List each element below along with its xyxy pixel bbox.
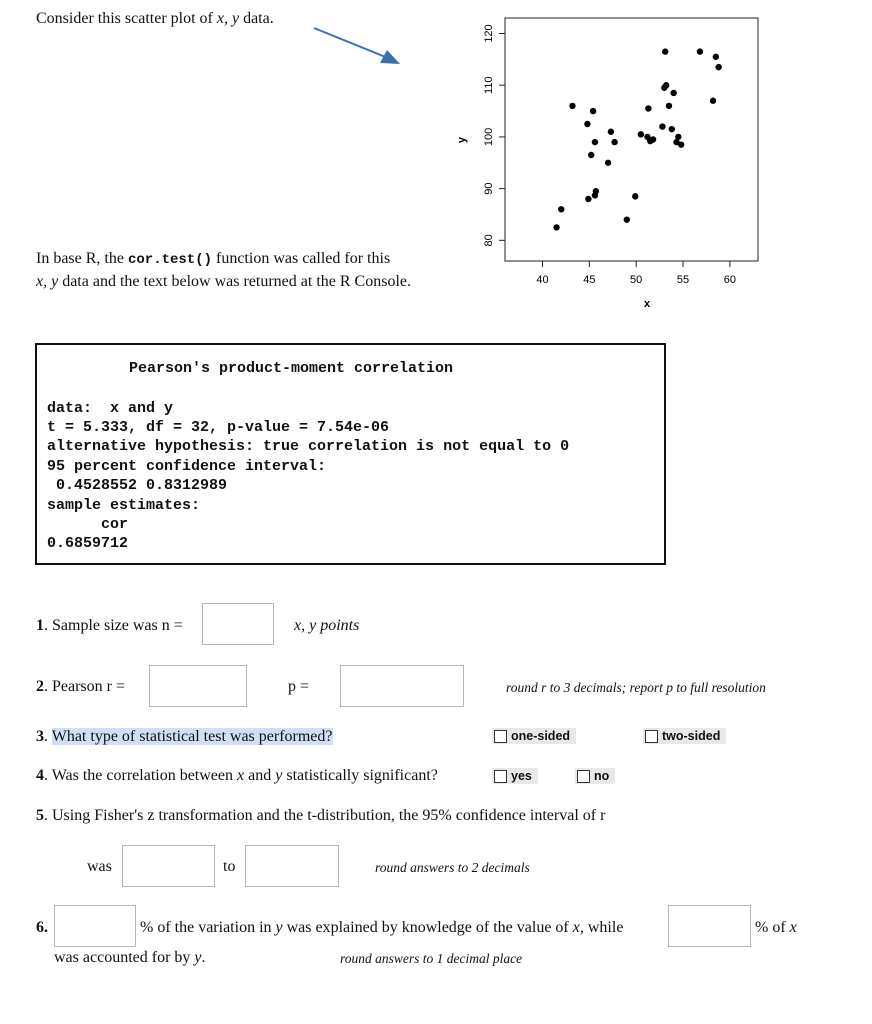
intro-tail: data.	[239, 10, 274, 27]
ci-values: 0.4528552 0.8312989	[47, 477, 228, 494]
scatter-point	[669, 126, 675, 132]
p-value-input[interactable]	[340, 665, 464, 707]
alt-hypothesis-line: alternative hypothesis: true correlation is not equal to 0	[47, 438, 570, 455]
data-line: data: x and y	[47, 400, 174, 417]
question-number: 5	[36, 807, 44, 824]
scatter-point	[715, 64, 721, 70]
desc-text: In base R, the	[36, 250, 128, 267]
r-description	[36, 248, 411, 292]
option-label: two-sided	[662, 729, 721, 743]
unit-text: x, y points	[294, 617, 360, 634]
question-number: 3	[36, 728, 44, 745]
question-text: What type of statistical test was performed?	[51, 728, 333, 745]
question-2	[36, 678, 125, 696]
scatter-point	[584, 121, 590, 127]
scatter-point	[558, 206, 564, 212]
question-number: 1	[36, 617, 44, 634]
pct-of-text: % of	[755, 919, 790, 936]
variation-x-input[interactable]	[668, 905, 751, 947]
y-tick-label: 90	[483, 182, 495, 195]
scatter-point	[662, 48, 668, 54]
q1-unit	[294, 617, 359, 635]
scatter-point	[713, 54, 719, 60]
var-x: x	[789, 919, 797, 936]
question-1	[36, 617, 183, 635]
intro-text	[36, 10, 274, 28]
checkbox-icon	[577, 770, 590, 783]
to-label: to	[223, 858, 236, 875]
scatter-point	[569, 103, 575, 109]
q6-hint: round answers to 1 decimal place	[340, 951, 523, 966]
scatter-point	[588, 152, 594, 158]
scatter-point	[624, 216, 630, 222]
scatter-point	[611, 139, 617, 145]
function-name: cor.test()	[127, 252, 212, 268]
x-tick-label: 55	[676, 274, 690, 286]
no-checkbox[interactable]	[575, 768, 615, 784]
intro-lead: Consider this scatter plot of	[36, 10, 217, 27]
question-text: statistically significant?	[282, 767, 438, 784]
scatter-point	[632, 193, 638, 199]
scatter-point	[593, 188, 599, 194]
desc-text: data and the text below was returned at the R Console.	[58, 273, 411, 290]
scatter-point	[608, 129, 614, 135]
var-y: y	[275, 919, 283, 936]
question-6-pct-of	[755, 919, 797, 937]
r-console-output	[35, 343, 666, 565]
question-text: and	[244, 767, 276, 784]
var-x: x	[572, 919, 580, 936]
question-text: .	[201, 949, 206, 966]
y-tick-label: 100	[483, 127, 495, 147]
scatter-point	[650, 136, 656, 142]
question-5	[36, 807, 605, 825]
var-y: y	[275, 767, 283, 784]
scatter-point	[592, 139, 598, 145]
one-sided-checkbox[interactable]	[492, 728, 576, 744]
question-number-dot: .	[44, 919, 48, 936]
question-number: 6	[36, 919, 44, 936]
intro-vars: x, y	[216, 10, 240, 27]
scatter-point	[678, 141, 684, 147]
sample-size-input[interactable]	[202, 603, 274, 645]
estimate-value: 0.6859712	[47, 535, 129, 552]
var-x: x	[237, 767, 245, 784]
estimate-name: cor	[47, 516, 129, 533]
ci-label: 95 percent confidence interval:	[47, 458, 327, 475]
question-4	[36, 767, 438, 785]
q5-hint: round answers to 2 decimals	[375, 860, 530, 875]
scatter-point	[675, 134, 681, 140]
scatter-point	[645, 105, 651, 111]
scatter-point	[638, 131, 644, 137]
scatter-point	[585, 196, 591, 202]
question-text: . Using Fisher's z transformation and the t-distribution, the 95% confidence interval of r	[44, 807, 606, 824]
question-text: . Pearson r =	[44, 678, 126, 695]
question-number: 2	[36, 678, 44, 695]
option-label: no	[594, 769, 610, 783]
question-6-number	[36, 919, 48, 937]
pearson-r-input[interactable]	[149, 665, 247, 707]
x-axis-label: x	[643, 298, 651, 310]
arrow-icon	[310, 22, 410, 72]
variation-explained-input[interactable]	[54, 905, 136, 947]
p-label: p =	[288, 678, 310, 695]
question-text: , while	[579, 919, 624, 936]
yes-checkbox[interactable]	[492, 768, 538, 784]
scatter-plot	[440, 10, 780, 320]
test-title: Pearson's product-moment correlation	[129, 360, 454, 377]
x-tick-label: 45	[583, 274, 596, 286]
question-6-line2	[54, 949, 206, 967]
y-tick-label: 110	[483, 76, 495, 94]
x-tick-label: 50	[630, 274, 643, 286]
scatter-point	[553, 224, 559, 230]
question-text: % of the variation in	[140, 919, 276, 936]
y-tick-label: 80	[483, 234, 495, 247]
was-label: was	[87, 858, 112, 875]
checkbox-icon	[494, 770, 507, 783]
checkbox-icon	[494, 730, 507, 743]
question-text: . Sample size was n =	[44, 617, 183, 634]
q2-hint: round r to 3 decimals; report p to full resolution	[506, 680, 766, 695]
scatter-point	[710, 98, 716, 104]
var-y: y	[194, 949, 202, 966]
desc-text: function was called for this	[212, 250, 391, 267]
option-label: one-sided	[511, 729, 571, 743]
ci-lower-input[interactable]	[122, 845, 215, 887]
x-tick-label: 60	[723, 274, 737, 286]
x-tick-label: 40	[536, 274, 549, 286]
scatter-point	[659, 123, 665, 129]
question-number: 4	[36, 767, 44, 784]
scatter-point	[663, 82, 669, 88]
question-text: was accounted for by	[54, 949, 195, 966]
question-6-text	[140, 919, 623, 937]
estimates-label: sample estimates:	[47, 497, 201, 514]
scatter-point	[666, 103, 672, 109]
checkbox-icon	[645, 730, 658, 743]
question-text: was explained by knowledge of the value of	[282, 919, 573, 936]
scatter-point	[697, 48, 703, 54]
question-3: 3. What type of statistical test was performed?	[36, 728, 333, 745]
ci-upper-input[interactable]	[245, 845, 339, 887]
scatter-point	[590, 108, 596, 114]
stat-line: t = 5.333, df = 32, p-value = 7.54e-06	[47, 419, 390, 436]
plot-frame	[505, 18, 758, 261]
two-sided-checkbox[interactable]	[643, 728, 726, 744]
desc-vars: x, y	[36, 273, 59, 290]
y-axis-label: y	[456, 136, 468, 144]
scatter-point	[670, 90, 676, 96]
question-text: . Was the correlation between	[44, 767, 238, 784]
y-tick-label: 120	[483, 24, 495, 43]
scatter-point	[605, 160, 611, 166]
option-label: yes	[511, 769, 532, 783]
